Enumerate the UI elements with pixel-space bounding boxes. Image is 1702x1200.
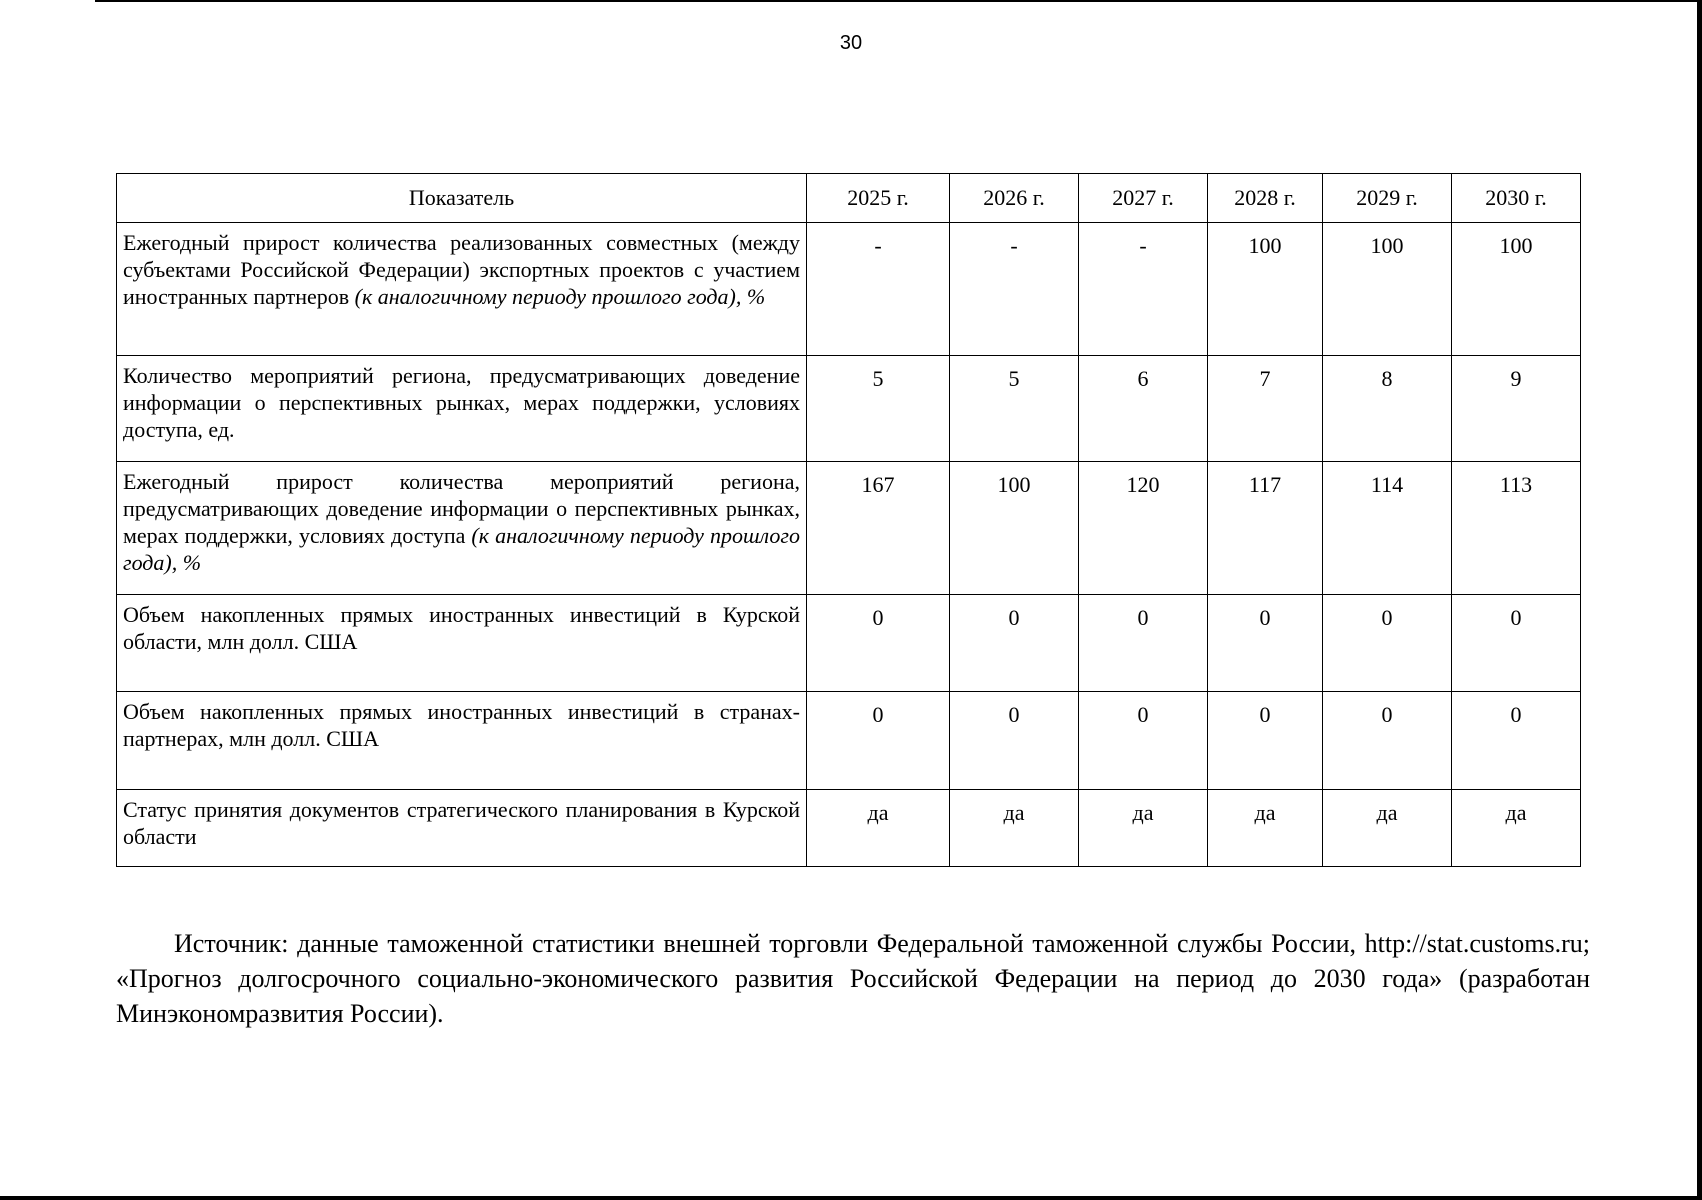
header-year: 2025 г. bbox=[807, 174, 950, 223]
value-cell: 117 bbox=[1208, 462, 1323, 595]
indicator-text: Количество мероприятий региона, предусматривающих доведение информации о перспективных рынках, мерах поддержки, условиях доступа, ед. bbox=[123, 363, 800, 442]
indicator-text: Ежегодный прирост количества реализованных совместных (между субъектами Российской Федерации) экспортных проектов с участием иностранных партнеров bbox=[123, 230, 800, 309]
value-cell: 113 bbox=[1452, 462, 1581, 595]
value-cell: да bbox=[1323, 790, 1452, 867]
value-cell: 7 bbox=[1208, 356, 1323, 462]
indicator-note: (к аналогичному периоду прошлого года), % bbox=[354, 284, 766, 309]
source-note: Источник: данные таможенной статистики внешней торговли Федеральной таможенной службы России, http://stat.customs.ru; «Прогноз долгосрочного социально-экономического развития Российской Федерации на период до 2030 года» (разработан Минэкономразвития России). bbox=[116, 929, 1590, 1028]
value-cell: да bbox=[950, 790, 1079, 867]
value-cell: 100 bbox=[950, 462, 1079, 595]
value-cell: - bbox=[1079, 223, 1208, 356]
value-cell: - bbox=[807, 223, 950, 356]
value-cell: - bbox=[950, 223, 1079, 356]
page-number: 30 bbox=[839, 32, 863, 54]
value-cell: 100 bbox=[1208, 223, 1323, 356]
value-cell: 0 bbox=[1208, 595, 1323, 692]
value-cell: 0 bbox=[1079, 595, 1208, 692]
value-cell: 114 bbox=[1323, 462, 1452, 595]
value-cell: 0 bbox=[1079, 692, 1208, 790]
indicator-cell bbox=[117, 356, 807, 462]
indicator-text: Ежегодный прирост количества мероприятий региона, предусматривающих доведение информации о перспективных рынках, мерах поддержки, условиях доступа bbox=[123, 469, 800, 548]
header-year: 2026 г. bbox=[950, 174, 1079, 223]
value-cell: 0 bbox=[1323, 692, 1452, 790]
value-cell: да bbox=[1208, 790, 1323, 867]
value-cell: 0 bbox=[807, 595, 950, 692]
table-row bbox=[117, 462, 1581, 595]
indicator-cell bbox=[117, 790, 807, 867]
table-row bbox=[117, 790, 1581, 867]
indicator-cell bbox=[117, 223, 807, 356]
right-border-line bbox=[1697, 0, 1702, 1200]
value-cell: да bbox=[807, 790, 950, 867]
indicators-table bbox=[116, 173, 1581, 867]
value-cell: 0 bbox=[1452, 595, 1581, 692]
top-border-line bbox=[95, 0, 1702, 2]
bottom-border-line bbox=[0, 1196, 1702, 1200]
table-row bbox=[117, 223, 1581, 356]
header-year: 2029 г. bbox=[1323, 174, 1452, 223]
indicator-text: Статус принятия документов стратегического планирования в Курской области bbox=[123, 797, 800, 849]
value-cell: 0 bbox=[1323, 595, 1452, 692]
value-cell: 9 bbox=[1452, 356, 1581, 462]
value-cell: 6 bbox=[1079, 356, 1208, 462]
indicator-text: Объем накопленных прямых иностранных инвестиций в странах-партнерах, млн долл. США bbox=[123, 699, 800, 751]
value-cell: 8 bbox=[1323, 356, 1452, 462]
value-cell: 100 bbox=[1323, 223, 1452, 356]
value-cell: 0 bbox=[1208, 692, 1323, 790]
indicator-cell bbox=[117, 595, 807, 692]
value-cell: 100 bbox=[1452, 223, 1581, 356]
header-year: 2030 г. bbox=[1452, 174, 1581, 223]
header-year: 2028 г. bbox=[1208, 174, 1323, 223]
table-row bbox=[117, 692, 1581, 790]
value-cell: 0 bbox=[950, 595, 1079, 692]
value-cell: 0 bbox=[807, 692, 950, 790]
indicator-cell bbox=[117, 462, 807, 595]
header-year: 2027 г. bbox=[1079, 174, 1208, 223]
indicator-text: Объем накопленных прямых иностранных инвестиций в Курской области, млн долл. США bbox=[123, 602, 800, 654]
value-cell: 5 bbox=[950, 356, 1079, 462]
value-cell: да bbox=[1079, 790, 1208, 867]
value-cell: 5 bbox=[807, 356, 950, 462]
value-cell: да bbox=[1452, 790, 1581, 867]
value-cell: 167 bbox=[807, 462, 950, 595]
table-header-row bbox=[117, 174, 1581, 223]
value-cell: 0 bbox=[1452, 692, 1581, 790]
value-cell: 120 bbox=[1079, 462, 1208, 595]
header-indicator: Показатель bbox=[117, 174, 807, 223]
indicator-note: (к аналогичному периоду прошлого года), % bbox=[123, 523, 800, 575]
table-row bbox=[117, 356, 1581, 462]
value-cell: 0 bbox=[950, 692, 1079, 790]
indicator-cell bbox=[117, 692, 807, 790]
table-row bbox=[117, 595, 1581, 692]
